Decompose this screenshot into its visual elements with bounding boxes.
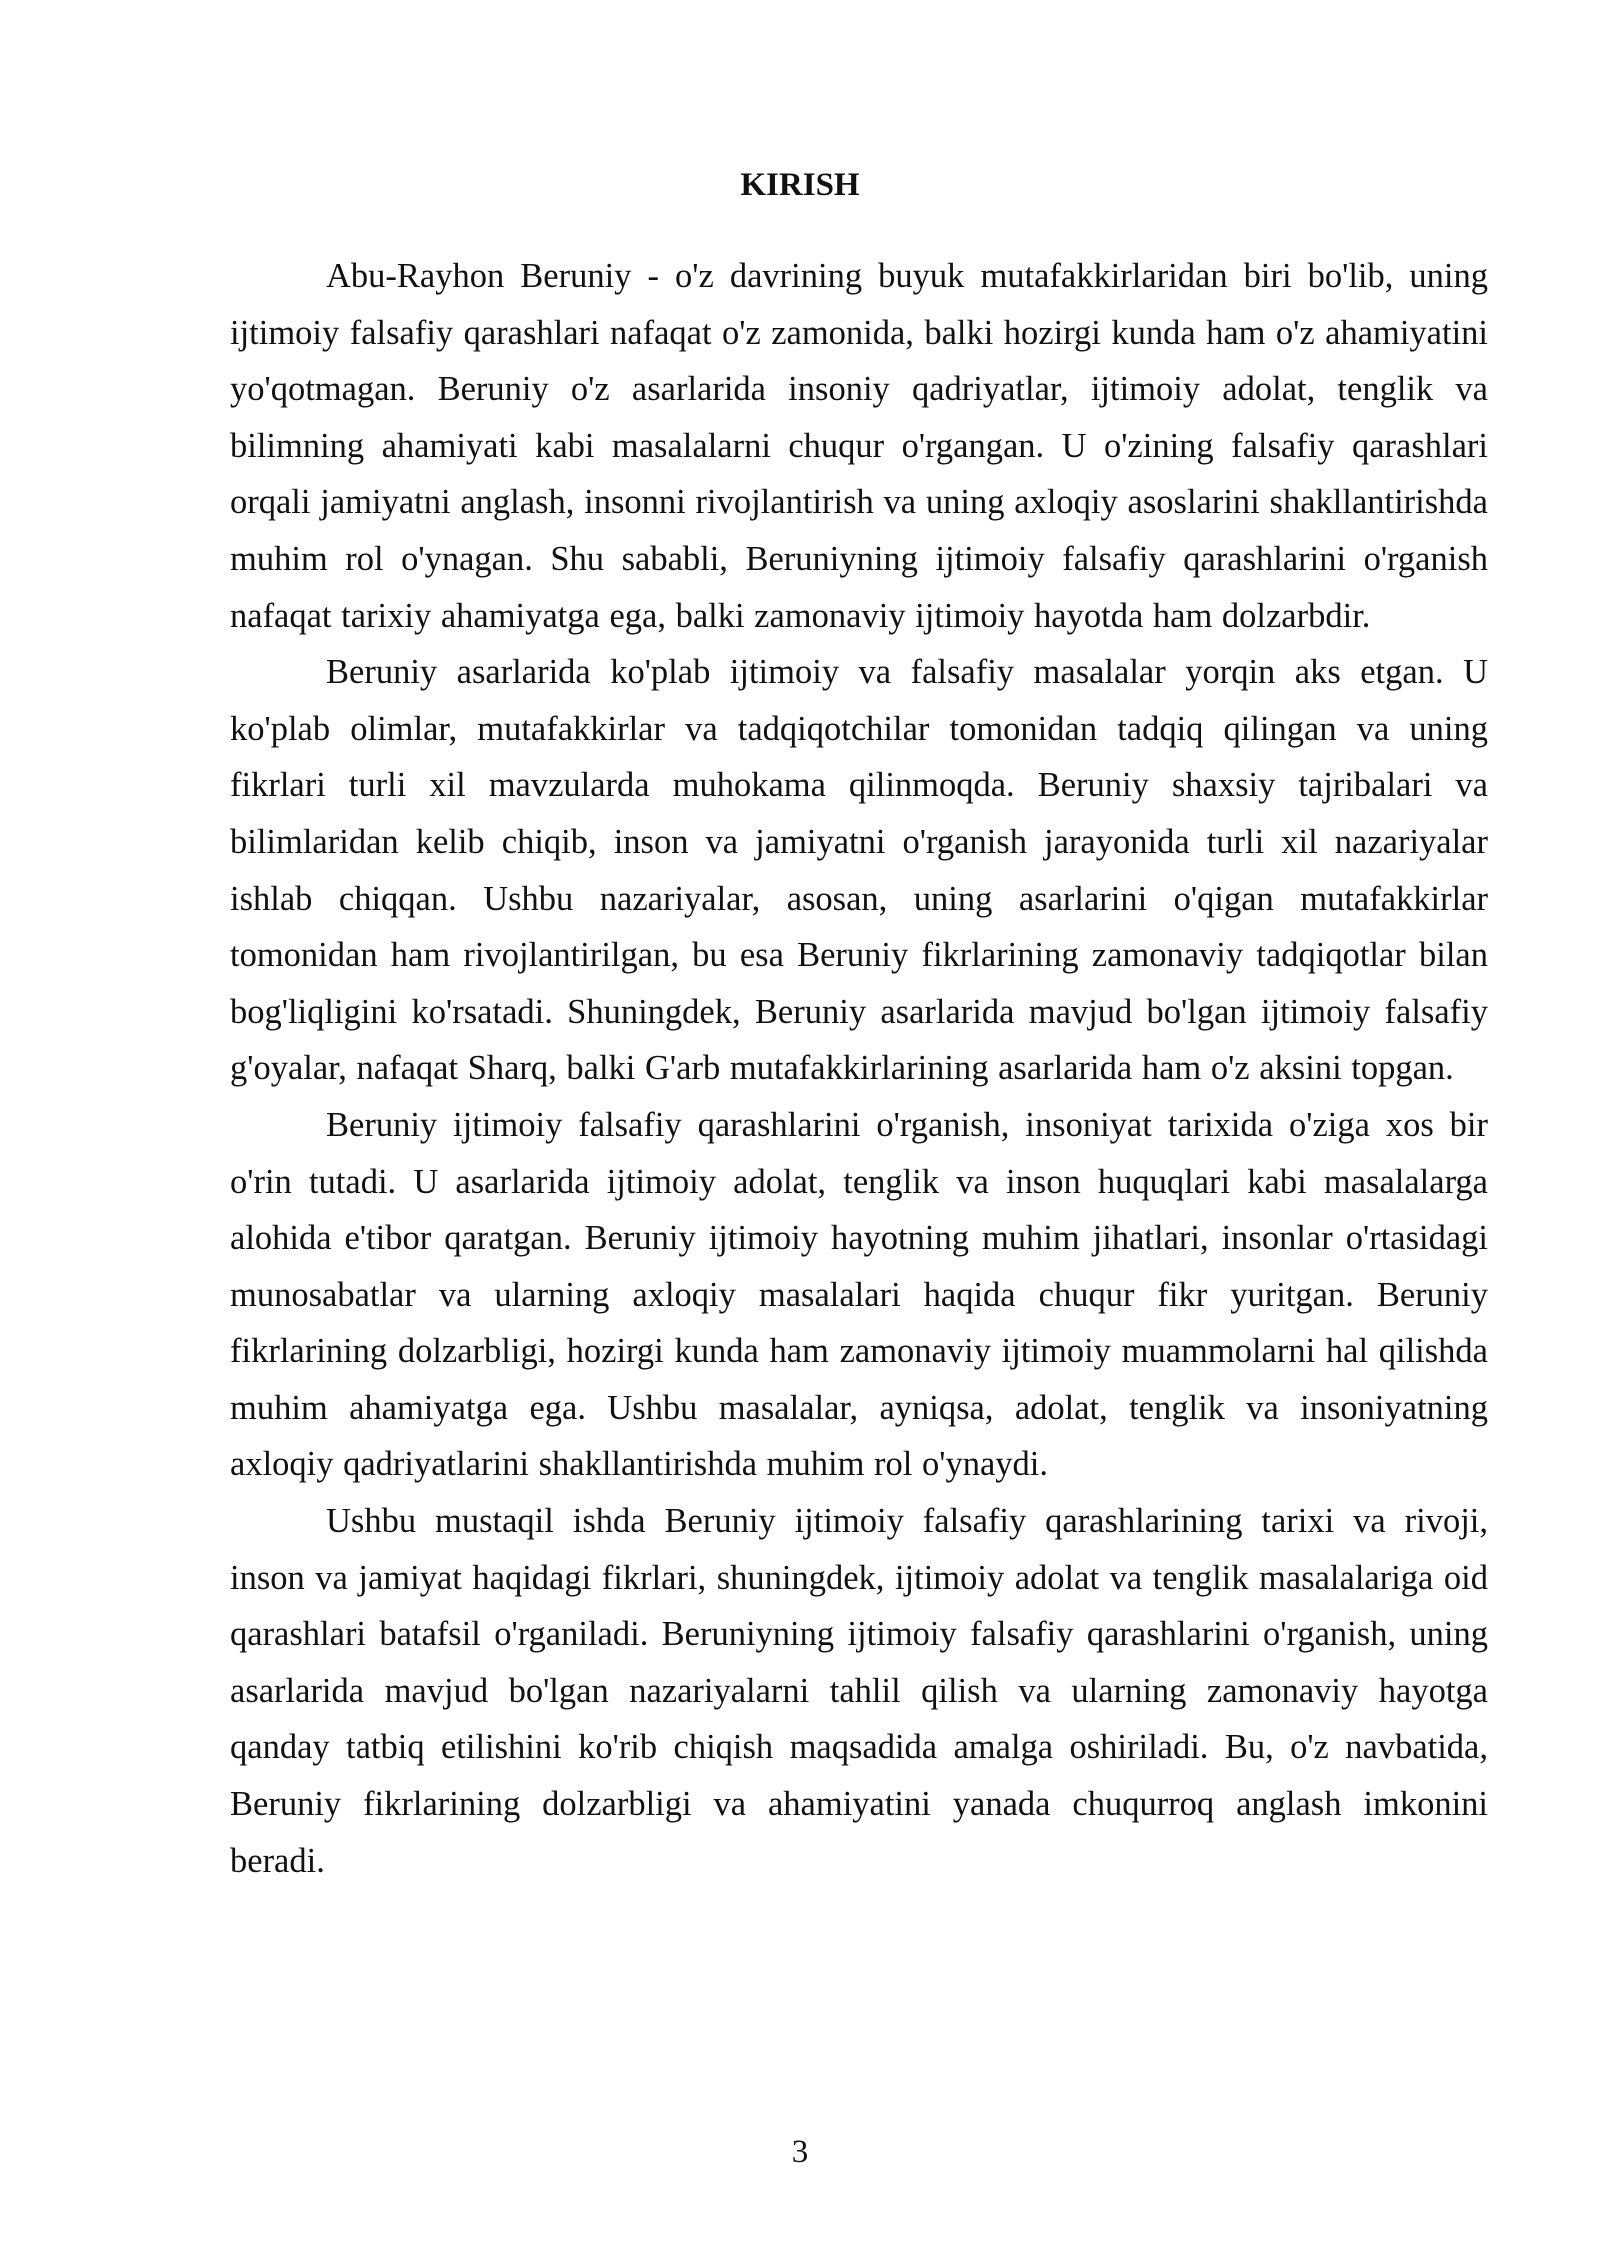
paragraph-1: Abu-Rayhon Beruniy - o'z davrining buyuk mutafakkirlaridan biri bo'lib, uning ijtimoiy falsafiy qarashlari nafaqat o'z zamonida, balki hozirgi kunda ham o'z ahamiyatini yo'qotmagan. Beruniy o'z asarlarida insoniy qadriyatlar, ijtimoiy adolat, tenglik va bilimning ahamiyati kabi masalalarni chuqur o'rgangan. U o'zining falsafiy qarashlari orqali jamiyatni anglash, insonni rivojlantirish va uning axloqiy asoslarini shakllantirishda muhim rol o'ynagan. Shu sababli, Beruniyning ijtimoiy falsafiy qarashlarini o'rganish nafaqat tarixiy ahamiyatga ega, balki zamonaviy ijtimoiy hayotda ham dolzarbdir. [230,257,1488,635]
page-number: 3 [791,2134,809,2170]
paragraph-3: Beruniy ijtimoiy falsafiy qarashlarini o'rganish, insoniyat tarixida o'ziga xos bir o'rin tutadi. U asarlarida ijtimoiy adolat, tenglik va inson huquqlari kabi masalalarga alohida e'tibor qaratgan. Beruniy ijtimoiy hayotning muhim jihatlari, insonlar o'rtasidagi munosabatlar va ularning axloqiy masalalari haqida chuqur fikr yuritgan. Beruniy fikrlarining dolzarbligi, hozirgi kunda ham zamonaviy ijtimoiy muammolarni hal qilishda muhim ahamiyatga ega. Ushbu masalalar, ayniqsa, adolat, tenglik va insoniyatning axloqiy qadriyatlarini shakllantirishda muhim rol o'ynaydi. [230,1105,1488,1484]
paragraph-4: Ushbu mustaqil ishda Beruniy ijtimoiy falsafiy qarashlarining tarixi va rivoji, inson va jamiyat haqidagi fikrlari, shuningdek, ijtimoiy adolat va tenglik masalalariga oid qarashlari batafsil o'rganiladi. Beruniyning ijtimoiy falsafiy qarashlarini o'rganish, uning asarlarida mavjud bo'lgan nazariyalarni tahlil qilish va ularning zamonaviy hayotga qanday tatbiq etilishini ko'rib chiqish maqsadida amalga oshiriladi. Bu, o'z navbatida, Beruniy fikrlarining dolzarbligi va ahamiyatini yanada chuqurroq anglash imkonini beradi. [230,1502,1488,1880]
paragraph-2: Beruniy asarlarida ko'plab ijtimoiy va falsafiy masalalar yorqin aks etgan. U ko'plab olimlar, mutafakkirlar va tadqiqotchilar tomonidan tadqiq qilingan va uning fikrlari turli xil mavzularda muhokama qilinmoqda. Beruniy shaxsiy tajribalari va bilimlaridan kelib chiqib, inson va jamiyatni o'rganish jarayonida turli xil nazariyalar ishlab chiqqan. Ushbu nazariyalar, asosan, uning asarlarini o'qigan mutafakkirlar tomonidan ham rivojlantirilgan, bu esa Beruniy fikrlarining zamonaviy tadqiqotlar bilan bog'liqligini ko'rsatadi. Shuningdek, Beruniy asarlarida mavjud bo'lgan ijtimoiy falsafiy g'oyalar, nafaqat Sharq, balki G'arb mutafakkirlarining asarlarida ham o'z aksini topgan. [230,653,1488,1088]
page-title: KIRISH [740,167,860,203]
document-body [230,248,1488,1889]
